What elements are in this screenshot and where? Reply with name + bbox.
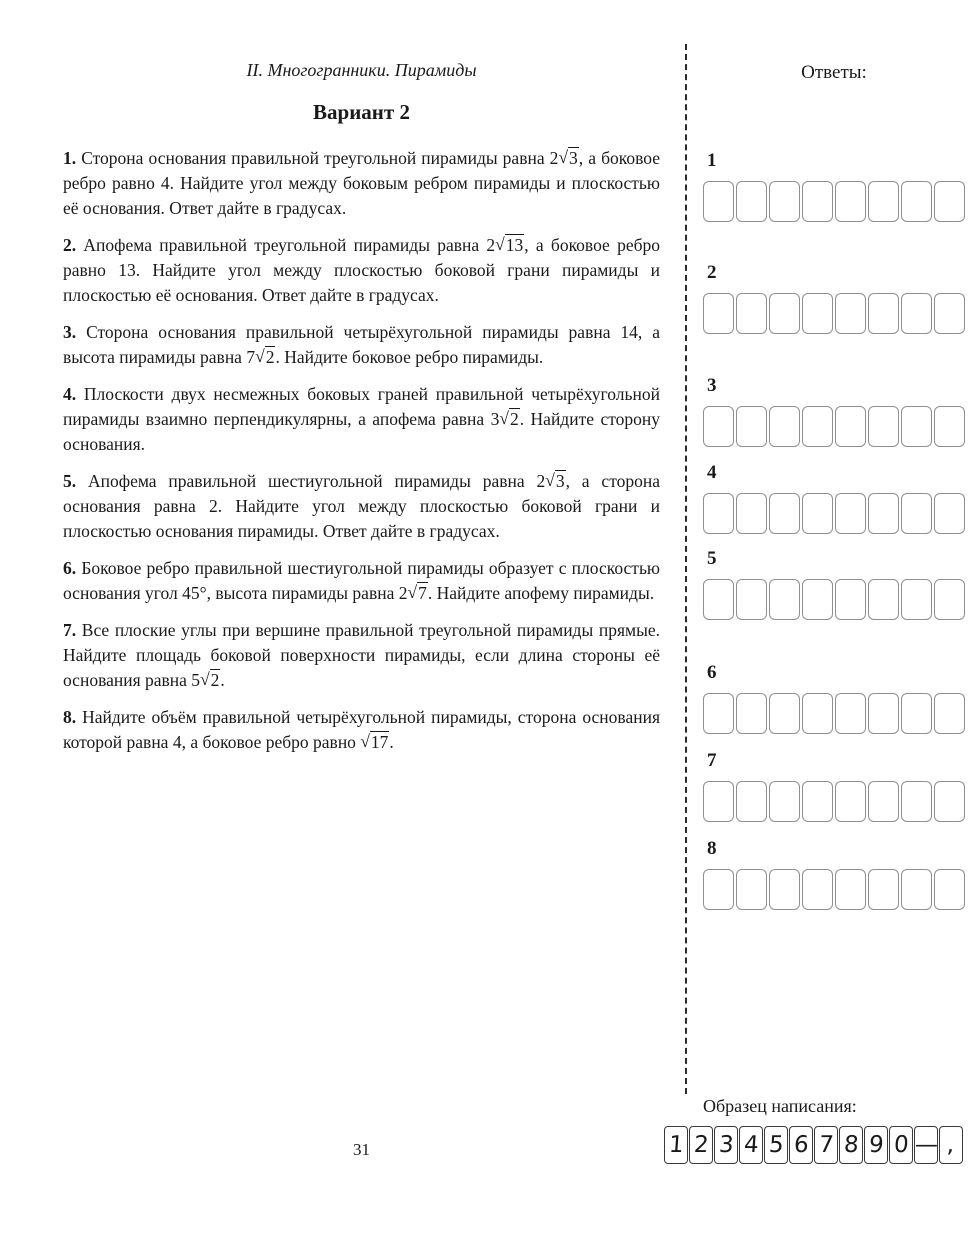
- answer-block-5: [703, 548, 965, 620]
- answer-cell: [901, 869, 932, 910]
- answer-cell: [802, 781, 833, 822]
- answer-cell: [802, 293, 833, 334]
- answer-number: 2: [707, 262, 717, 283]
- answer-cell: [802, 869, 833, 910]
- answer-block-1: [703, 150, 965, 222]
- sample-cell: 8: [839, 1126, 863, 1164]
- answer-cell: [835, 406, 866, 447]
- problem-6: 6. Боковое ребро правильной шестиугольной пирамиды образует с плоскостью основания угол 45°, высота пирамиды равна 2√7. Найдите апофему пирамиды.: [63, 558, 660, 603]
- sqrt-expression: [499, 409, 519, 429]
- answer-cell: [736, 781, 767, 822]
- radicand: 7: [418, 583, 427, 603]
- answer-cell: [703, 293, 734, 334]
- answer-cell: [769, 869, 800, 910]
- variant-title: Вариант 2: [313, 100, 410, 124]
- answer-cell: [868, 181, 899, 222]
- radical-icon: √: [407, 582, 418, 602]
- answer-boxes-2: [703, 293, 965, 334]
- radical-icon: √: [545, 470, 555, 490]
- answers-column: [703, 0, 965, 1245]
- answer-cell: [835, 781, 866, 822]
- answer-boxes-5: [703, 579, 965, 620]
- sqrt-expression: [200, 670, 220, 690]
- answer-cell: [703, 406, 734, 447]
- answer-cell: [835, 869, 866, 910]
- answer-cell: [901, 293, 932, 334]
- radicand: 2: [509, 409, 519, 429]
- answer-number: 7: [707, 750, 717, 771]
- answer-cell: [703, 181, 734, 222]
- radicand: 3: [569, 148, 578, 168]
- answer-number: 1: [707, 150, 717, 171]
- answer-cell: [934, 493, 965, 534]
- radical-icon: √: [200, 669, 210, 689]
- answer-block-2: [703, 262, 965, 334]
- answer-block-4: [703, 462, 965, 534]
- answer-cell: [934, 579, 965, 620]
- problem-number: 1.: [63, 148, 77, 168]
- answer-cell: [868, 493, 899, 534]
- answer-boxes-1: [703, 181, 965, 222]
- problem-number: 8.: [63, 707, 77, 727]
- answer-cell: [736, 406, 767, 447]
- answer-boxes-8: [703, 869, 965, 910]
- problems-list: [63, 146, 660, 767]
- answer-cell: [802, 406, 833, 447]
- answer-cell: [769, 181, 800, 222]
- problem-number: 6.: [63, 558, 77, 578]
- problem-3: 3. Сторона основания правильной четырёхугольной пирамиды равна 14, а высота пирамиды равна 7√2. Найдите боковое ребро пирамиды.: [63, 322, 661, 367]
- answer-cell: [835, 579, 866, 620]
- answer-block-3: [703, 375, 965, 447]
- radicand: 13: [505, 235, 524, 255]
- problem-4: 4. Плоскости двух несмежных боковых граней правильной четырёхугольной пирамиды взаимно перпендикулярны, а апофема равна 3√2. Найдите сторону основания.: [63, 384, 660, 454]
- answer-cell: [802, 493, 833, 534]
- radical-icon: √: [495, 234, 505, 254]
- answer-cell: [868, 293, 899, 334]
- answer-number: 4: [707, 462, 717, 483]
- sample-cell: 2: [689, 1126, 713, 1164]
- problem-1: 1. Сторона основания правильной треугольной пирамиды равна 2√3, а боковое ребро равно 4. Найдите угол между боковым ребром пирамиды и плоскостью её основания. Ответ дайте в градусах.: [63, 147, 660, 218]
- dashed-divider: [685, 44, 687, 1094]
- answer-cell: [769, 493, 800, 534]
- problem-5: 5. Апофема правильной шестиугольной пирамиды равна 2√3, а сторона основания равна 2. Найдите угол между плоскостью боковой грани и плоскостью основания пирамиды. Ответ дайте в градусах.: [63, 470, 660, 541]
- answer-cell: [901, 579, 932, 620]
- sample-cell: —: [914, 1126, 938, 1164]
- answer-cell: [769, 293, 800, 334]
- problem-8: 8. Найдите объём правильной четырёхугольной пирамиды, сторона основания которой равна 4, а боковое ребро равно √17.: [63, 707, 660, 752]
- problem-2: 2. Апофема правильной треугольной пирамиды равна 2√13, а боковое ребро равно 13. Найдите угол между плоскостью боковой грани пирамиды и плоскостью её основания. Ответ дайте в градусах.: [63, 234, 660, 305]
- sqrt-expression: [545, 471, 565, 491]
- sample-cell: 4: [739, 1126, 763, 1164]
- answer-boxes-6: [703, 693, 965, 734]
- answer-boxes-3: [703, 406, 965, 447]
- answer-cell: [934, 406, 965, 447]
- sample-cell: 9: [864, 1126, 888, 1164]
- sqrt-expression: [558, 148, 578, 168]
- answer-cell: [736, 493, 767, 534]
- page-number: 31: [353, 1140, 370, 1159]
- answer-cell: [736, 693, 767, 734]
- answer-cell: [901, 181, 932, 222]
- answer-cell: [736, 181, 767, 222]
- answer-cell: [868, 693, 899, 734]
- answer-cell: [901, 493, 932, 534]
- sqrt-expression: [360, 732, 389, 752]
- answer-cell: [703, 781, 734, 822]
- answer-cell: [736, 869, 767, 910]
- answer-cell: [703, 579, 734, 620]
- answer-cell: [835, 293, 866, 334]
- answer-cell: [835, 693, 866, 734]
- problem-number: 3.: [63, 322, 77, 342]
- answer-cell: [868, 579, 899, 620]
- problem-number: 7.: [63, 620, 77, 640]
- sample-cell: ,: [939, 1126, 963, 1164]
- radicand: 17: [370, 732, 389, 752]
- answer-number: 3: [707, 375, 717, 396]
- answer-cell: [802, 579, 833, 620]
- radical-icon: √: [360, 731, 370, 751]
- radical-icon: √: [558, 147, 569, 167]
- answer-cell: [703, 493, 734, 534]
- answer-cell: [934, 693, 965, 734]
- sqrt-expression: [495, 235, 524, 255]
- answer-cell: [901, 406, 932, 447]
- answer-cell: [868, 406, 899, 447]
- answer-cell: [868, 869, 899, 910]
- answer-cell: [934, 869, 965, 910]
- radicand: 2: [210, 670, 220, 690]
- answer-cell: [868, 781, 899, 822]
- radicand: 2: [265, 347, 275, 367]
- radical-icon: √: [499, 408, 509, 428]
- answer-cell: [835, 181, 866, 222]
- sample-cell: 7: [814, 1126, 838, 1164]
- radical-icon: √: [255, 346, 265, 366]
- sample-cell: 5: [764, 1126, 788, 1164]
- sqrt-expression: [255, 347, 275, 367]
- answer-block-8: [703, 838, 965, 910]
- radicand: 3: [555, 471, 565, 491]
- answer-cell: [934, 781, 965, 822]
- answer-cell: [769, 693, 800, 734]
- answer-cell: [769, 781, 800, 822]
- problem-number: 2.: [63, 235, 77, 255]
- sample-writing-label: Образец написания:: [703, 1096, 857, 1116]
- answer-number: 6: [707, 662, 717, 683]
- section-header: II. Многогранники. Пирамиды: [246, 60, 477, 80]
- answer-boxes-7: [703, 781, 965, 822]
- sqrt-expression: [407, 583, 427, 603]
- answer-cell: [802, 693, 833, 734]
- sample-cell: 3: [714, 1126, 738, 1164]
- sample-cell: 0: [889, 1126, 913, 1164]
- problem-number: 4.: [63, 384, 77, 404]
- answer-cell: [769, 579, 800, 620]
- answer-cell: [835, 493, 866, 534]
- sample-cell: 6: [789, 1126, 813, 1164]
- answer-cell: [736, 579, 767, 620]
- answer-number: 5: [707, 548, 717, 569]
- answer-boxes-4: [703, 493, 965, 534]
- sample-cell: 1: [664, 1126, 688, 1164]
- answer-cell: [802, 181, 833, 222]
- answer-block-7: [703, 750, 965, 822]
- sample-row: [664, 1126, 964, 1164]
- answer-cell: [703, 693, 734, 734]
- answer-cell: [769, 406, 800, 447]
- answer-cell: [934, 181, 965, 222]
- answer-cell: [934, 293, 965, 334]
- answer-number: 8: [707, 838, 717, 859]
- problem-number: 5.: [63, 471, 77, 491]
- answers-label: Ответы:: [801, 62, 867, 83]
- answer-cell: [901, 693, 932, 734]
- answer-block-6: [703, 662, 965, 734]
- answer-cell: [901, 781, 932, 822]
- answer-cell: [736, 293, 767, 334]
- problem-7: 7. Все плоские углы при вершине правильной треугольной пирамиды прямые. Найдите площадь боковой поверхности пирамиды, если длина стороны её основания равна 5√2.: [63, 620, 660, 690]
- answer-cell: [703, 869, 734, 910]
